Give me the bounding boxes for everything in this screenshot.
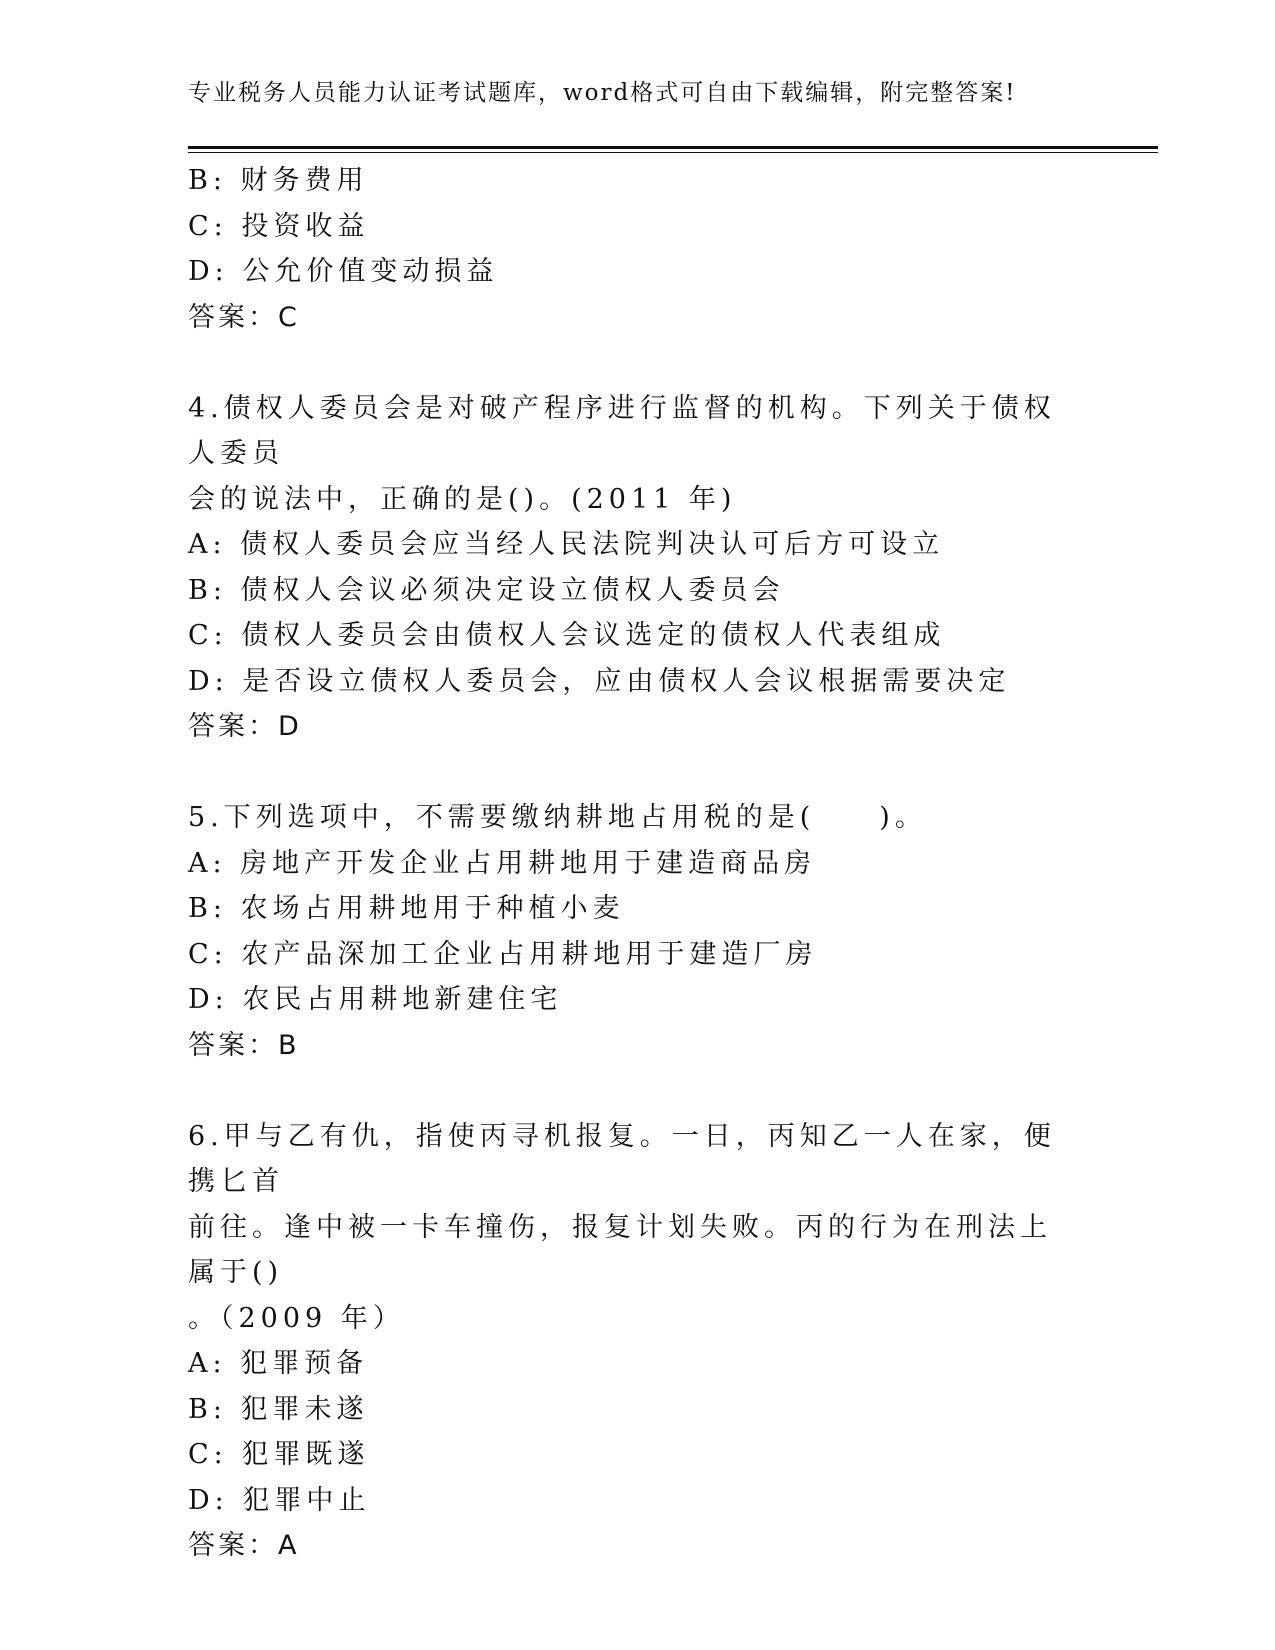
- option-d: D: 犯罪中止: [188, 1484, 371, 1516]
- stem-line: 会的说法中，正确的是()。(2011 年): [188, 483, 737, 515]
- option-b: B: 农场占用耕地用于种植小麦: [188, 893, 625, 924]
- stem-line: 。（2009 年）: [188, 1302, 405, 1334]
- stem-line: 6.甲与乙有仇，指使丙寻机报复。一日，丙知乙一人在家，便携匕首: [188, 1120, 1056, 1197]
- spacer: [188, 1068, 1068, 1114]
- option-d: D: 农民占用耕地新建住宅: [188, 984, 563, 1015]
- answer-line: 答案：C: [188, 301, 300, 333]
- option-a: A: 房地产开发企业占用耕地用于建造商品房: [188, 847, 817, 879]
- question-stem: [188, 795, 1068, 841]
- option-b: B: 财务费用: [188, 165, 369, 196]
- option-b: B: 债权人会议必须决定设立债权人委员会: [188, 574, 785, 606]
- question-4: [188, 386, 1068, 750]
- question-stem: [188, 1114, 1068, 1342]
- option-d: D: 公允价值变动损益: [188, 256, 499, 287]
- option-c: C: 犯罪既遂: [188, 1439, 370, 1470]
- page-header: 专业税务人员能力认证考试题库，word格式可自由下载编辑，附完整答案!: [188, 80, 1017, 106]
- answer-line: 答案：B: [188, 1029, 300, 1061]
- answer-line: 答案：D: [188, 711, 302, 742]
- spacer: [188, 750, 1068, 796]
- stem-line: 5.下列选项中，不需要缴纳耕地占用税的是( )。: [188, 802, 927, 833]
- question-stem: [188, 386, 1068, 523]
- option-a: A: 犯罪预备: [188, 1348, 369, 1379]
- option-b: B: 犯罪未遂: [188, 1393, 369, 1425]
- header-rule-thin: [188, 152, 1158, 153]
- option-c: C: 债权人委员会由债权人会议选定的债权人代表组成: [188, 620, 946, 651]
- spacer: [188, 340, 1068, 386]
- question-list: [188, 158, 1068, 1569]
- option-c: C: 投资收益: [188, 210, 370, 242]
- stem-line: 前往。逢中被一卡车撞伤，报复计划失败。丙的行为在刑法上属于(): [188, 1211, 1052, 1288]
- stem-line: 4.债权人委员会是对破产程序进行监督的机构。下列关于债权人委员: [188, 392, 1056, 469]
- option-a: A: 债权人委员会应当经人民法院判决认可后方可设立: [188, 529, 945, 560]
- option-d: D: 是否设立债权人委员会，应由债权人会议根据需要决定: [188, 665, 1011, 697]
- question-6: [188, 1114, 1068, 1569]
- question-5: [188, 795, 1068, 1068]
- option-c: C: 农产品深加工企业占用耕地用于建造厂房: [188, 938, 818, 970]
- header-rule-thick: [188, 146, 1158, 149]
- answer-line: 答案：A: [188, 1530, 300, 1561]
- question-3-tail: [188, 158, 1068, 340]
